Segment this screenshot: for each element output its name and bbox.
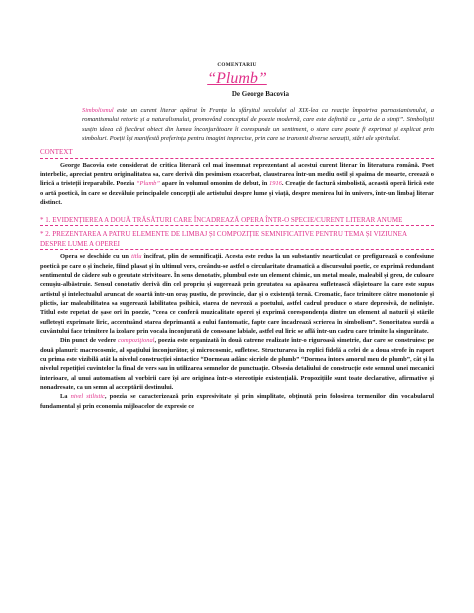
poem-title-link: “Plumb” (135, 180, 160, 188)
context-text-2: apare în volumul omonim de debut, în (159, 180, 270, 188)
document-title: “Plumb” (207, 70, 267, 87)
context-paragraph (40, 161, 434, 208)
section-heading-1: * 1. EVIDENȚIEREA A DOUĂ TRĂSĂTURI CARE ÎNCADREAZĂ OPERA ÎNTR-O SPECIE/CURENT LITERAR ANUME (40, 216, 434, 227)
title-para-rest: încifrat, plin de semnificații. Acesta este redus la un substantiv nearticulat ce prefigurează o confesiune poetică pe care o și încheie, fiind plasat și în ultimul vers, creându-se astfel o circularitate dramatică a discursului poetic, ce exprimă redundant sentimentul de cădere sub o greutate strivitoare. În sens denotativ, plumbul este un element chimic, un metal moale, maleabil și greu, de culoare cenușiu-albăstruie. Sensul conotativ derivă din cel propriu și sugerează prin greutatea sa apăsarea sufletească sfâșietoare la care este supus artistul și intelectualul aruncat de soartă într-un oraș pustiu, de provincie, dar și o existență ternă. Cromatic, face trimitere către monotonie și plictis, iar maleabilitatea sa sugerează labilitatea psihică, starea de nevroză a poetului, astfel cadrul produce o stare depresivă, de nelinişte. Titlul este repetat de șase ori în poezie, ”ceea ce conferă muzicalitate operei și exprimă corespondența dintre un element al naturii și stările sufletești exprimate liric, accentuând starea deprimantă a eului fantomatic, fapte care încadrează scrierea în simbolism”. Sonoritatea surdă a cuvântului face trimitere la izolare prin vocala înconjurată de consoane labiale, astfel eul liric se află într-un cadru care trimite la singurătate. (40, 253, 434, 336)
section-heading-context: CONTEXT (40, 148, 434, 159)
compozitional-link: compoziţional (117, 337, 155, 345)
context-text-1: George Bacovia este considerat de critica literară cel mai însemnat reprezentant al acestui curent literar în literatura română. Poet interbelic, apreciat pentru originalitatea sa, care derivă din pesimism exacerbat, claustrarea într-un mediu ostil și spaima de moarte, creează o lirică a tristeții ireparabile. Poezia (40, 161, 434, 188)
stylistic-para-rest: , poezia se caracterizează prin expresivitate și prin simplitate, obținută prin folosirea termenilor din vocabularul fundamental și prin economia mijloacelor de expresie ce (40, 393, 434, 410)
document-kicker: COMENTARIU (217, 62, 257, 68)
titlu-link: titlu (131, 253, 142, 261)
nivel-stilistic-link: nivel stilistic (70, 393, 105, 401)
context-text-3: . Creație de factură simbolistă, această operă lirică este o artă poetică, în care se dezvăluie principalele concepții ale artistului despre lume și viață, despre menirea lui în univers, într-un limbaj literar distinct. (40, 180, 434, 207)
intro-highlight: Simbolismul (82, 107, 114, 114)
title-para-start: Opera se deschide cu un (60, 253, 132, 261)
stylistic-para-start: La (60, 393, 71, 401)
intro-paragraph (40, 106, 434, 143)
year-link: 1916 (269, 180, 282, 188)
title-paragraph (40, 252, 434, 336)
composition-para-rest: , poezia este organizată în două catrene realizate într-o riguroasă simetrie, dar care se construiesc pe două planuri: macrocosmic, al spațiului înconjurător, și microcosmic, sufletesc. Structurarea în replici fidelă a celei de a doua strofe în raport cu prima este vizibilă atât la nivelul construcției sintactice “Dormeau adânc sicriele de plumb” “Dormea întors amorul meu de plumb”, cât și la nivelul repetiției cuvintelor la final de vers sau în utilizarea semnelor de punctuație. Obsesia detaliului de construcție este semnul unei mecanici interioare, al unui automatism al vorbirii care își are originea într-o stereotipie existențială. Propozițiile sunt toate declarative, afirmative și nonadresate, ca un semn al acceptării destinului. (40, 337, 435, 392)
section-heading-2: * 2. PREZENTAREA A PATRU ELEMENTE DE LIMBAJ ȘI COMPOZIȚIE SEMNIFICATIVE PENTRU TEMA ȘI VIZIUNEA DESPRE LUME A OPEREI (40, 230, 434, 250)
intro-text: este un curent literar apărut în Franța la sfârșitul secolului al XIX-lea ca reacție împotriva parnasianismului, a romantismului retoric și a naturalismului, promovând conceptul de poezie modernă, care este definită ca „arta de a simți”. Simboliștii susțin ideea că fiecărui obiect din lumea înconjurătoare îi corespunde un sentiment, o stare care poate fi exprimat și explicat prin simboluri. Poeții își manifestă preferința pentru imagini imprecise, prin care se transmit diverse senzații, stări ale spiritului. (82, 107, 434, 142)
composition-para-start: Din punct de vedere (60, 337, 118, 345)
document-author: De George Bacovia (231, 90, 289, 98)
composition-paragraph (40, 336, 434, 392)
stylistic-paragraph (40, 392, 434, 411)
